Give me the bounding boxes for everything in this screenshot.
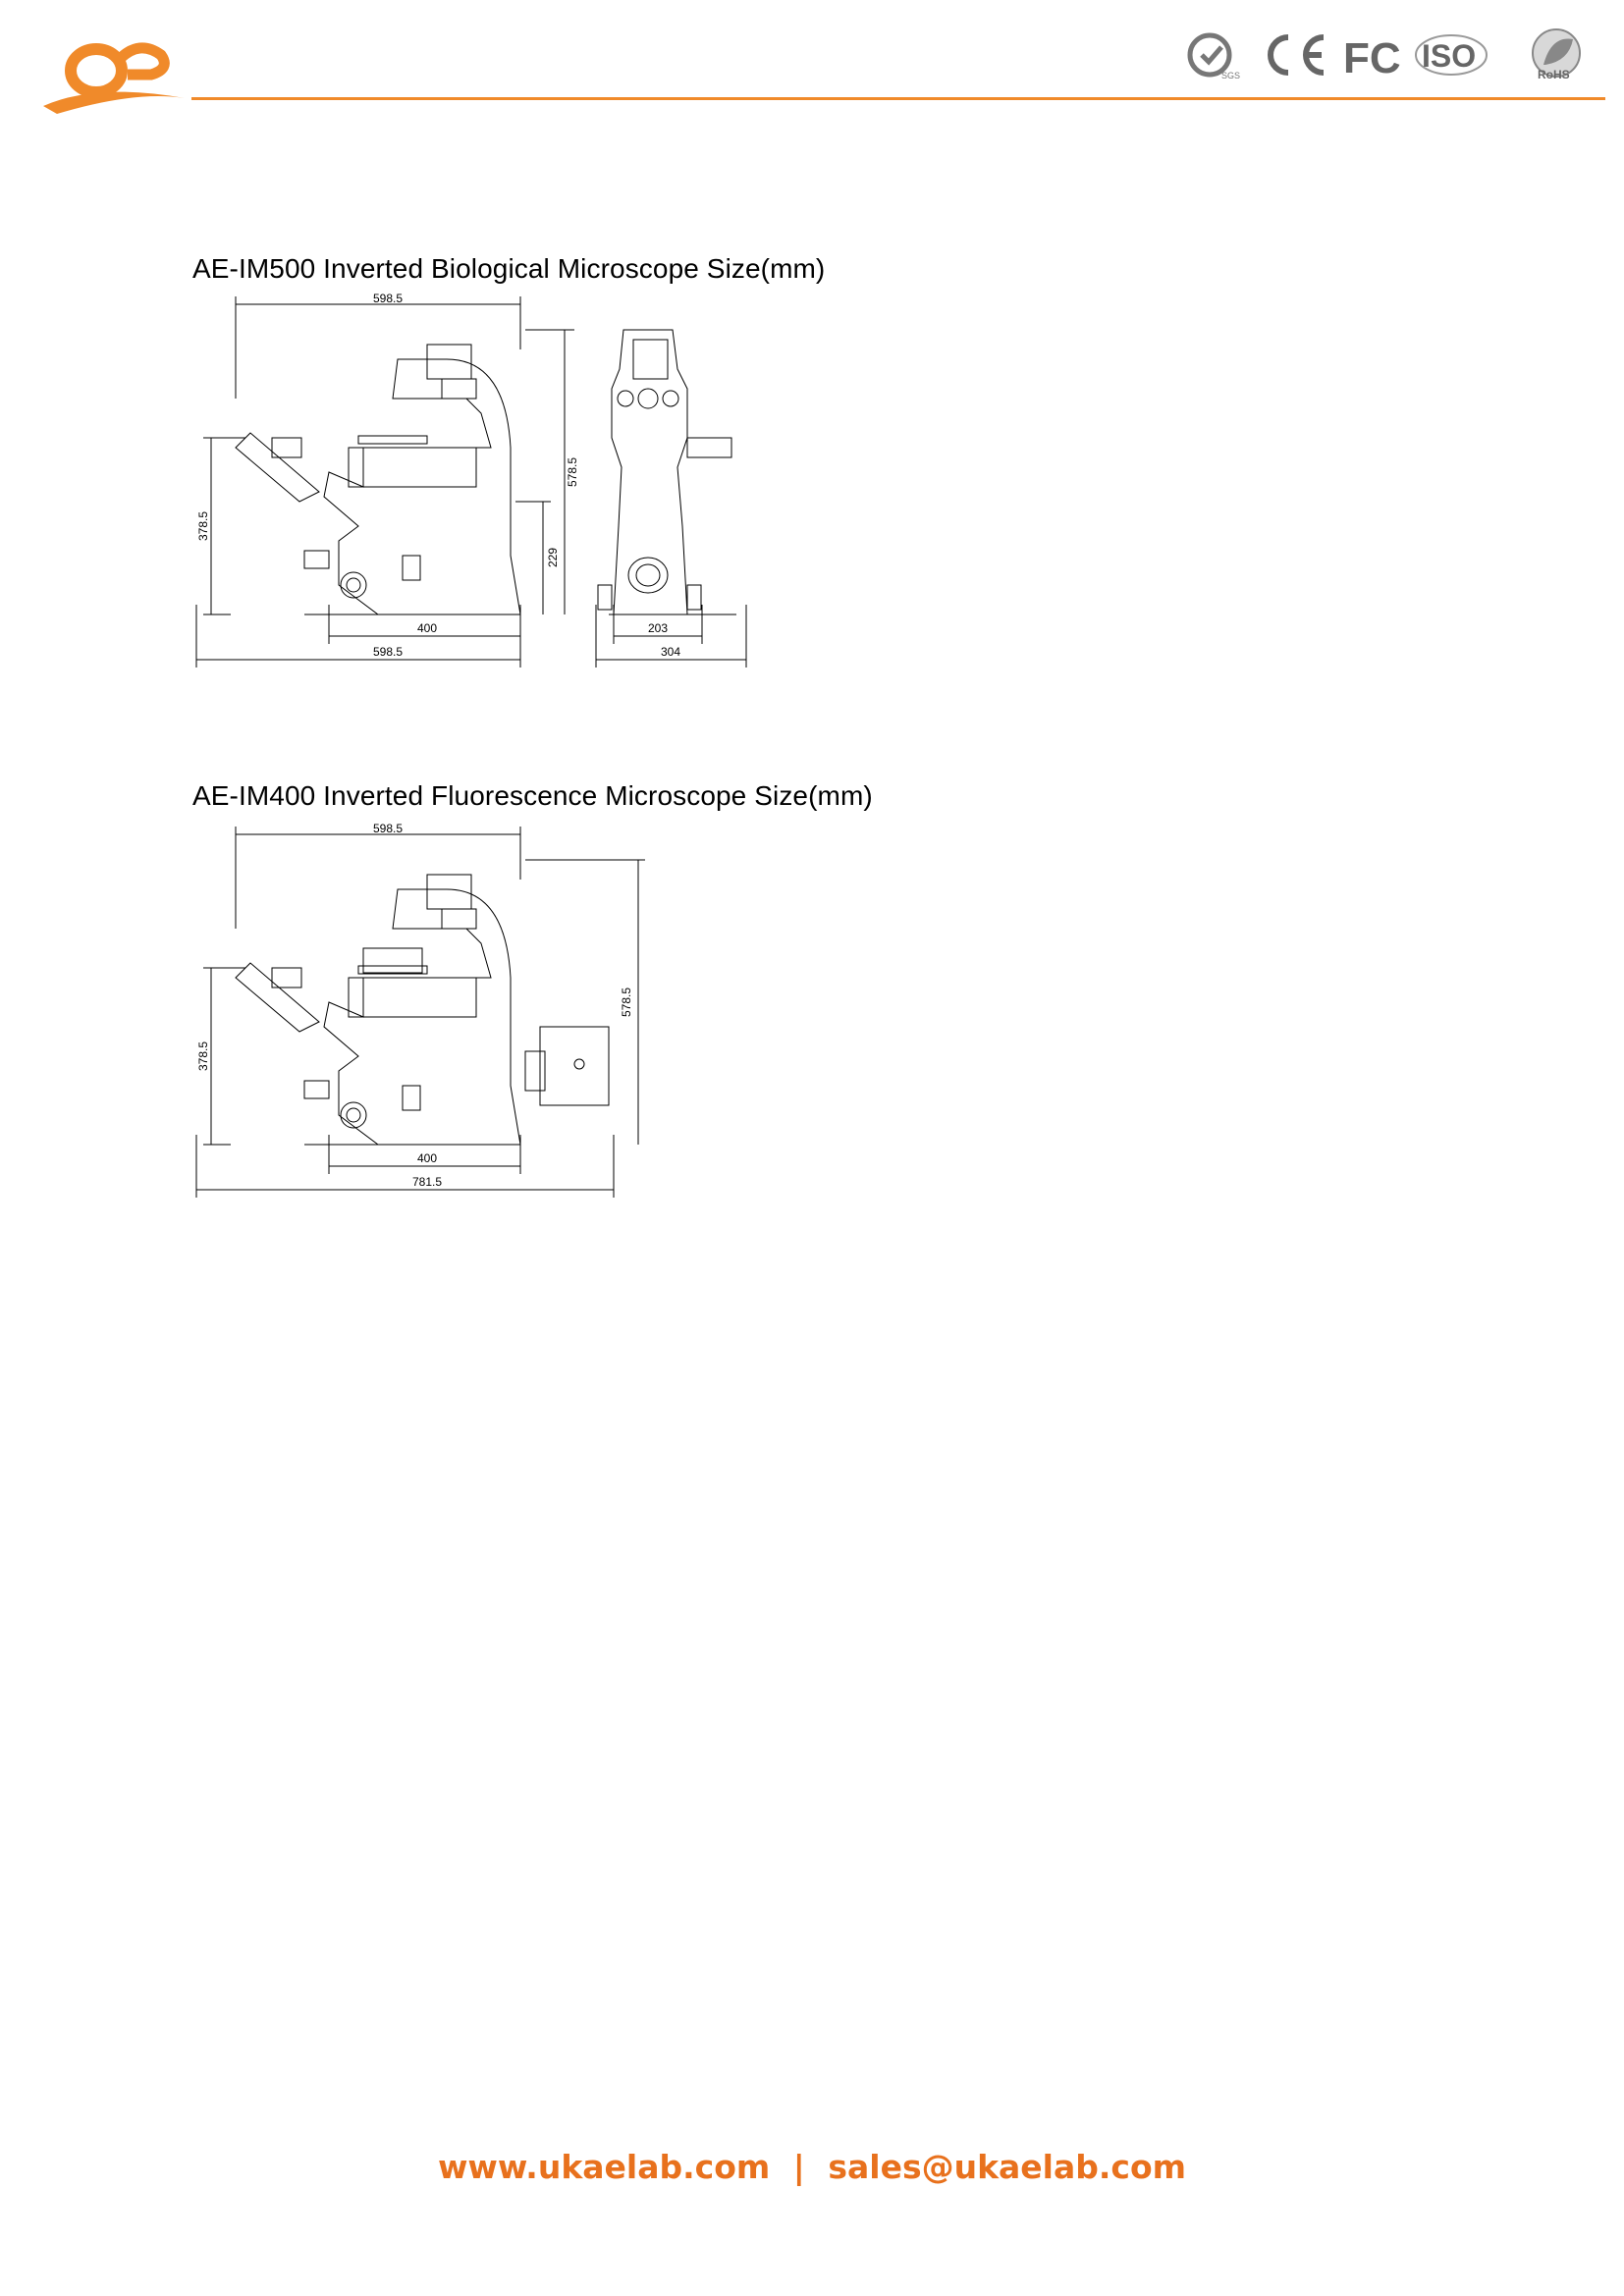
im500-stage-height-label: 229 [546, 547, 560, 568]
fcc-label: FC [1343, 34, 1401, 82]
im400-bottom-width-label: 781.5 [411, 1175, 443, 1189]
website-link[interactable]: www.ukaelab.com [437, 2148, 771, 2186]
im500-dimension-drawing [191, 291, 751, 667]
im500-front-inner-width-label: 203 [647, 621, 669, 635]
sgs-icon [1190, 35, 1240, 80]
fcc-icon [1343, 34, 1401, 82]
im400-top-width-label: 598.5 [372, 822, 404, 835]
rohs-icon [1533, 29, 1580, 81]
iso-label: ISO [1422, 38, 1477, 74]
im500-left-height-label: 378.5 [196, 510, 210, 542]
im400-left-height-label: 378.5 [196, 1041, 210, 1072]
header-divider [191, 97, 1605, 100]
im500-front-width-label: 304 [660, 645, 681, 659]
footer-contact [0, 2148, 1624, 2186]
im500-bottom-width-label: 598.5 [372, 645, 404, 659]
footer-separator: | [792, 2148, 805, 2186]
ce-icon [1271, 37, 1324, 73]
certification-logos [1178, 26, 1591, 84]
im500-total-height-label: 578.5 [566, 456, 579, 488]
logo-text: ae [37, 29, 39, 30]
section-title-im500: AE-IM500 Inverted Biological Microscope Size(mm) [192, 253, 826, 284]
im400-dimension-drawing [191, 821, 653, 1198]
company-logo [37, 29, 194, 118]
im400-base-width-label: 400 [416, 1151, 438, 1165]
im500-top-width-label: 598.5 [372, 292, 404, 305]
im500-base-width-label: 400 [416, 621, 438, 635]
rohs-label: RoHS [1538, 68, 1570, 81]
section-title-im400: AE-IM400 Inverted Fluorescence Microscope Size(mm) [192, 780, 873, 811]
sgs-label: SGS [1221, 71, 1241, 80]
im400-total-height-label: 578.5 [620, 987, 633, 1018]
email-link[interactable]: sales@ukaelab.com [828, 2148, 1187, 2186]
iso-icon [1416, 35, 1487, 75]
